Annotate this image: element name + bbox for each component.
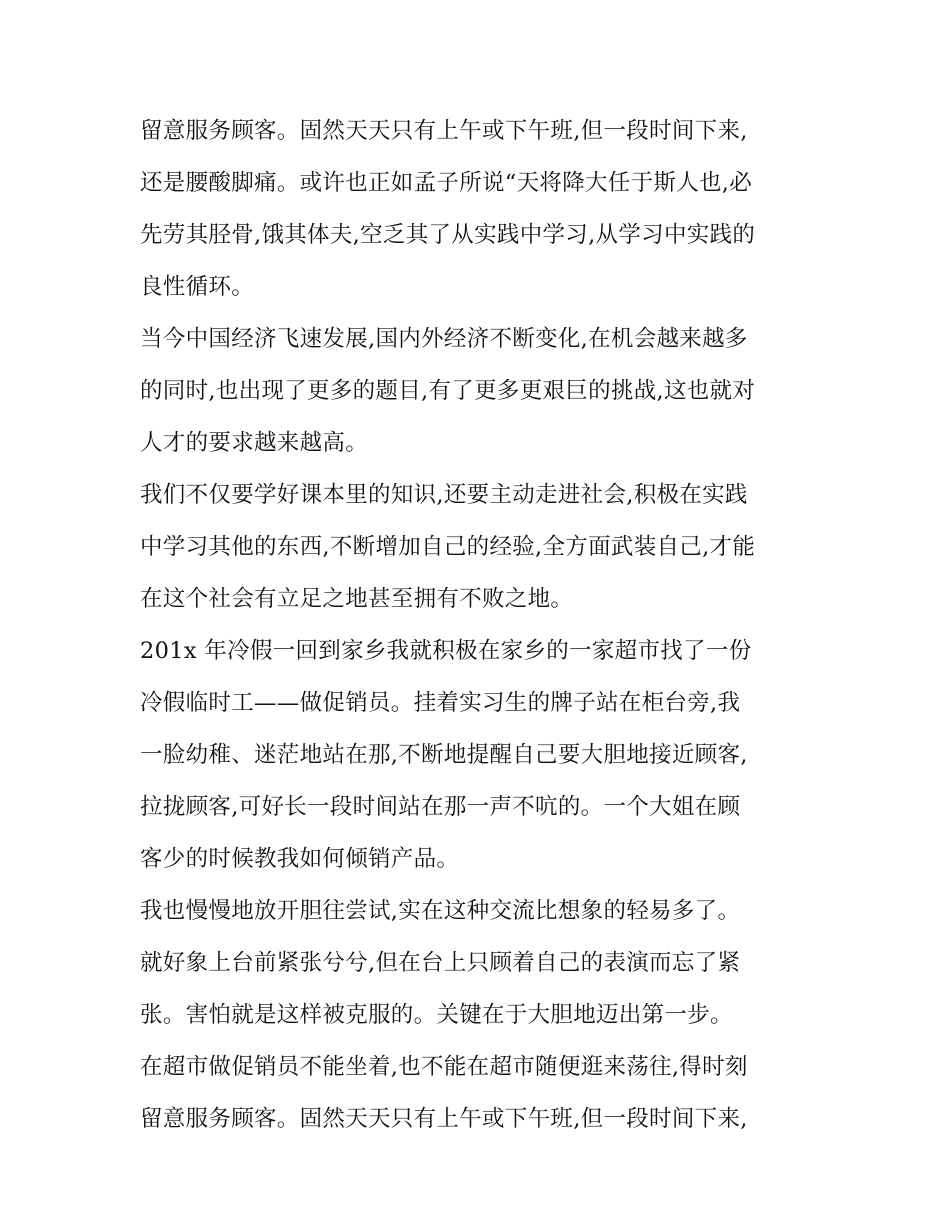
text-line: 中学习其他的东西,不断增加自己的经验,全方面武装自己,才能: [140, 534, 756, 560]
text-line: 一脸幼稚、迷茫地站在那,不断地提醒自己要大胆地接近顾客,: [140, 742, 748, 768]
text-line: 人才的要求越来越高。: [140, 430, 369, 456]
text-line: 先劳其胫骨,饿其体夫,空乏其了从实践中学习,从学习中实践的: [140, 222, 756, 248]
text-line: 留意服务顾客。固然天天只有上午或下午班,但一段时间下来,: [140, 1106, 748, 1132]
text-line: 的同时,也出现了更多的题目,有了更多更艰巨的挑战,这也就对: [140, 378, 756, 404]
text-line: 在超市做促销员不能坐着,也不能在超市随便逛来荡往,得时刻: [140, 1054, 748, 1080]
text-line: 良性循环。: [140, 274, 255, 300]
text-line: 客少的时候教我如何倾销产品。: [140, 846, 460, 872]
text-line: 张。害怕就是这样被克服的。关键在于大胆地迈出第一步。: [140, 1002, 733, 1028]
text-line: 还是腰酸脚痛。或许也正如孟子所说“天将降大任于斯人也,必: [140, 170, 753, 196]
text-line: 我们不仅要学好课本里的知识,还要主动走进社会,积极在实践: [140, 482, 748, 508]
text-line: 留意服务顾客。固然天天只有上午或下午班,但一段时间下来,: [140, 118, 748, 144]
text-line: 在这个社会有立足之地甚至拥有不败之地。: [140, 586, 574, 612]
text-line: 就好象上台前紧张兮兮,但在台上只顾着自己的表演而忘了紧: [140, 950, 741, 976]
text-line: 201x 年冷假一回到家乡我就积极在家乡的一家超市找了一份: [140, 638, 752, 664]
text-line: 冷假临时工——做促销员。挂着实习生的牌子站在柜台旁,我: [140, 690, 741, 716]
text-line: 拉拢顾客,可好长一段时间站在那一声不吭的。一个大姐在顾: [140, 794, 741, 820]
document-body: [140, 105, 810, 1145]
text-line: 当今中国经济飞速发展,国内外经济不断变化,在机会越来越多: [140, 326, 748, 352]
text-line: 我也慢慢地放开胆往尝试,实在这种交流比想象的轻易多了。: [140, 898, 741, 924]
